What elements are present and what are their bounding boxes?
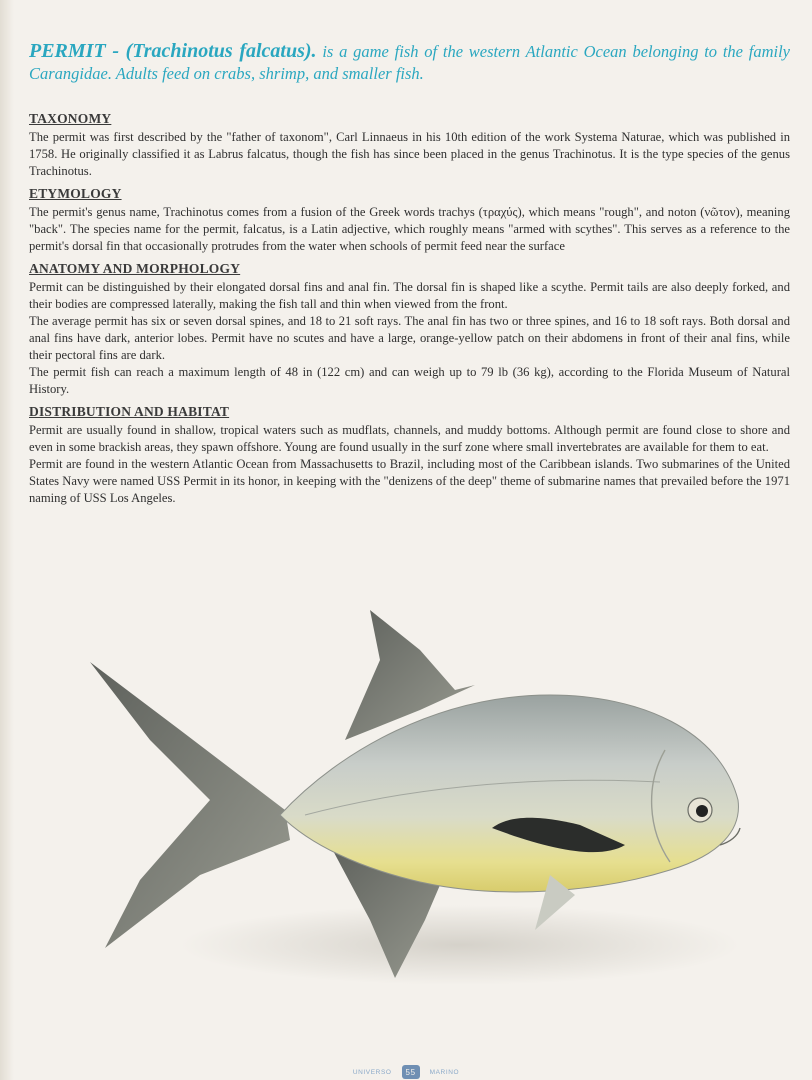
tail-fin [90, 662, 290, 948]
permit-fish-illustration [80, 600, 760, 1000]
section-paragraph: The permit's genus name, Trachinotus comes from a fusion of the Greek words trachys (τραχύς), which means "rough", and noton (νῶτον), meaning "back". The species name for the permit, falcatus, is a Latin adjective, which roughly means "armed with scythes". This serves as a reference to the permit's dorsal fin that occasionally protrudes from the water when schools of permit feed near the surface [29, 205, 790, 253]
section-anatomy [29, 261, 790, 398]
footer-right-text: MARINO [429, 1068, 460, 1076]
page-edge [0, 0, 14, 1080]
section-distribution [29, 404, 790, 507]
section-paragraph: The permit fish can reach a maximum length of 48 in (122 cm) and can weigh up to 79 lb (36 kg), according to the Florida Museum of Natural History. [29, 365, 790, 396]
section-paragraph: Permit are found in the western Atlantic Ocean from Massachusetts to Brazil, including most of the Caribbean islands. Two submarines of the United States Navy were named USS Permit in its honor, in keeping with the "denizens of the deep" theme of submarine names that prevailed before the 1971 naming of USS Los Angeles. [29, 457, 790, 505]
article-headline [29, 40, 790, 85]
section-etymology [29, 186, 790, 255]
section-paragraph: Permit are usually found in shallow, tropical waters such as mudflats, channels, and muddy bottoms. Although permit are found close to shore and even in some brackish areas, they spawn offshore. Young are found usually in the surf zone where small invertebrates are available for them to eat. [29, 423, 790, 454]
section-heading: ANATOMY AND MORPHOLOGY [29, 261, 241, 276]
section-paragraph: The average permit has six or seven dorsal spines, and 18 to 21 soft rays. The anal fin has two or three spines, and 16 to 18 soft rays. Both dorsal and anal fins have dark, anterior lobes. Permit have no scutes and have a large, orange-yellow patch on their abdomens in front of their anal fins, while their pectoral fins are dark. [29, 314, 790, 362]
publication-logo: 55 [402, 1065, 420, 1079]
section-heading: DISTRIBUTION AND HABITAT [29, 404, 230, 419]
section-paragraph: The permit was first described by the "father of taxonom", Carl Linnaeus in his 10th edition of the work Systema Naturae, which was published in 1758. He originally classified it as Labrus falcatus, though the fish has since been placed in the genus Trachinotus. It is the type species of the genus Trachinotus. [29, 130, 790, 178]
section-heading: TAXONOMY [29, 111, 112, 126]
species-intro: is a game fish of the western Atlantic Ocean belonging to the family Carangidae. Adults feed on crabs, shrimp, and smaller fish. [29, 42, 790, 83]
fish-pupil [696, 805, 708, 817]
section-paragraph: Permit can be distinguished by their elongated dorsal fins and anal fin. The dorsal fin is shaped like a scythe. Permit tails are also deeply forked, and their bodies are compressed laterally, making the fish tall and thin when viewed from the front. [29, 280, 790, 311]
section-heading: ETYMOLOGY [29, 186, 122, 201]
fish-shadow [180, 905, 740, 985]
article [29, 40, 790, 509]
section-taxonomy [29, 111, 790, 180]
footer-left-text: UNIVERSO [352, 1068, 392, 1076]
species-name: PERMIT - (Trachinotus falcatus). [29, 40, 317, 62]
footer [0, 1064, 812, 1080]
